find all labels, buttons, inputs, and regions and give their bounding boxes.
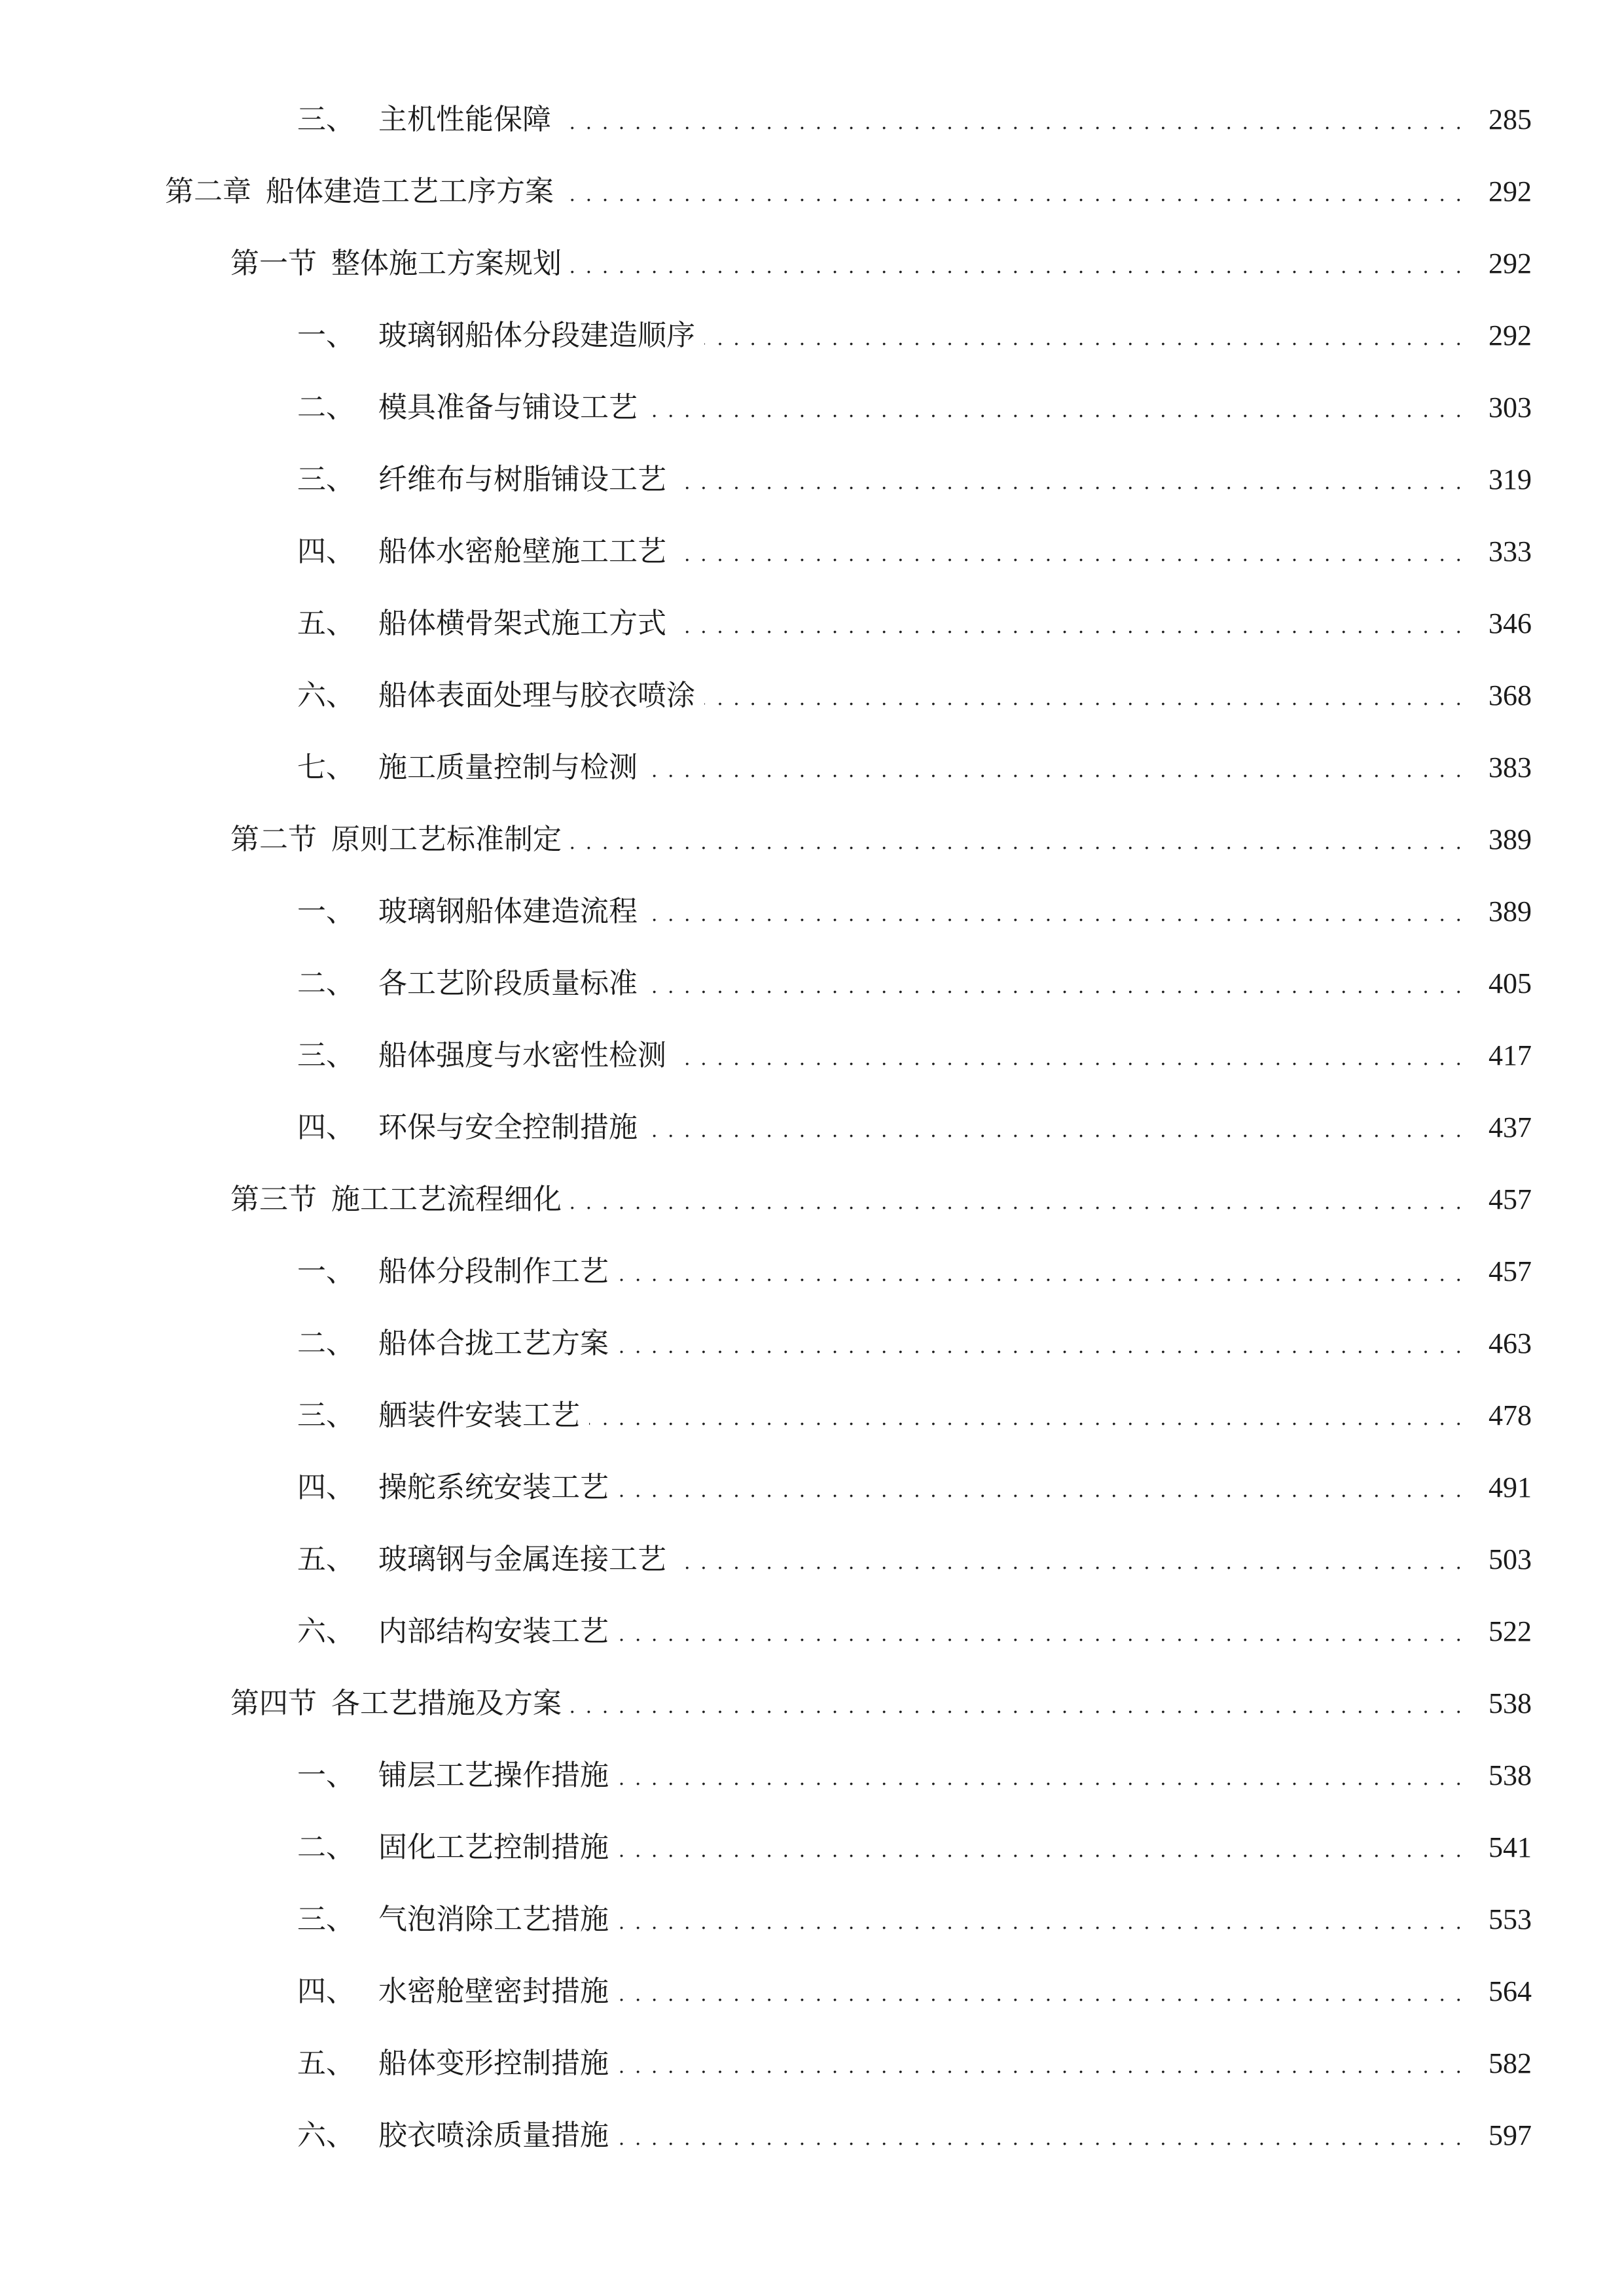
toc-entry[interactable] [0,812,1624,867]
toc-entry-number: 第一节 [230,247,317,280]
toc-entry[interactable] [0,164,1624,219]
dot-leader [618,2121,1464,2150]
toc-entry-title: 纤维布与树脂铺设工艺 [378,463,666,496]
dot-leader [647,969,1464,998]
toc-page-number: 522 [1489,1615,1532,1647]
toc-entry-title: 船体表面处理与胶衣喷涂 [378,679,695,712]
toc-entry[interactable] [0,1316,1624,1371]
toc-entry[interactable] [0,1820,1624,1875]
toc-entry-number: 六、 [297,679,355,712]
toc-entry-number: 五、 [297,2047,355,2080]
toc-entry-number: 第二章 [165,175,251,208]
toc-entry[interactable] [0,2036,1624,2091]
toc-entry[interactable] [0,1028,1624,1083]
dot-leader [571,249,1464,278]
dot-leader [704,321,1464,350]
toc-entry-title: 各工艺阶段质量标准 [378,967,638,1000]
toc-entry-number: 一、 [297,1759,355,1792]
toc-entry[interactable] [0,2108,1624,2163]
toc-page-number: 538 [1489,1687,1532,1719]
toc-entry[interactable] [0,452,1624,507]
toc-entry-number: 一、 [297,895,355,928]
toc-entry[interactable] [0,1604,1624,1659]
dot-leader [676,465,1464,494]
toc-page-number: 457 [1489,1255,1532,1287]
toc-page-number: 491 [1489,1471,1532,1503]
toc-page-number: 292 [1489,175,1532,207]
toc-entry-title: 操舵系统安装工艺 [378,1471,609,1504]
toc-entry[interactable] [0,884,1624,939]
toc-entry-title: 船体横骨架式施工方式 [378,607,666,640]
toc-entry-title: 主机性能保障 [378,103,551,136]
toc-entry[interactable] [0,668,1624,723]
toc-entry[interactable] [0,236,1624,291]
dot-leader [618,1833,1464,1862]
toc-page-number: 538 [1489,1759,1532,1791]
toc-page-number: 478 [1489,1399,1532,1431]
dot-leader [618,1905,1464,1934]
toc-entry[interactable] [0,1460,1624,1515]
toc-entry-number: 二、 [297,967,355,1000]
dot-leader [647,1113,1464,1142]
dot-leader [571,1185,1464,1214]
dot-leader [676,537,1464,566]
toc-entry-title: 施工工艺流程细化 [331,1183,562,1216]
toc-entry-number: 四、 [297,1111,355,1144]
toc-entry[interactable] [0,1532,1624,1587]
toc-entry-title: 船体建造工艺工序方案 [266,175,554,208]
dot-leader [676,1545,1464,1574]
toc-entry-title: 环保与安全控制措施 [378,1111,638,1144]
toc-page-number: 457 [1489,1183,1532,1215]
dot-leader [571,1689,1464,1718]
toc-entry-title: 模具准备与铺设工艺 [378,391,638,424]
toc-entry-number: 七、 [297,751,355,784]
toc-entry-number: 六、 [297,1615,355,1648]
toc-entry[interactable] [0,1244,1624,1299]
toc-page-number: 346 [1489,607,1532,639]
dot-leader [571,825,1464,854]
toc-entry-number: 五、 [297,1543,355,1576]
toc-entry-number: 六、 [297,2119,355,2152]
toc-page-number: 319 [1489,463,1532,495]
toc-entry-title: 船体强度与水密性检测 [378,1039,666,1072]
toc-entry-number: 三、 [297,1903,355,1936]
toc-entry-title: 内部结构安装工艺 [378,1615,609,1648]
toc-entry-title: 整体施工方案规划 [331,247,562,280]
toc-entry-number: 第四节 [230,1687,317,1720]
toc-entry-title: 玻璃钢与金属连接工艺 [378,1543,666,1576]
toc-page-number: 437 [1489,1111,1532,1143]
toc-entry-title: 船体水密舱壁施工工艺 [378,535,666,568]
toc-entry-title: 船体分段制作工艺 [378,1255,609,1288]
toc-entry[interactable] [0,92,1624,147]
toc-entry-title: 原则工艺标准制定 [331,823,562,856]
dot-leader [618,1977,1464,2006]
dot-leader [618,1473,1464,1502]
toc-page-number: 541 [1489,1831,1532,1863]
toc-entry-number: 二、 [297,1831,355,1864]
toc-page-number: 405 [1489,967,1532,999]
dot-leader [647,393,1464,422]
toc-entry-title: 舾装件安装工艺 [378,1399,580,1432]
toc-entry-title: 船体变形控制措施 [378,2047,609,2080]
toc-entry-title: 各工艺措施及方案 [331,1687,562,1720]
toc-entry-title: 铺层工艺操作措施 [378,1759,609,1792]
toc-entry-number: 三、 [297,1399,355,1432]
toc-entry-number: 二、 [297,1327,355,1360]
dot-leader [560,105,1464,134]
dot-leader [618,1617,1464,1646]
toc-entry[interactable] [0,740,1624,795]
toc-entry-number: 四、 [297,535,355,568]
toc-entry-number: 第三节 [230,1183,317,1216]
dot-leader [647,753,1464,782]
toc-entry-number: 三、 [297,103,355,136]
toc-page-number: 564 [1489,1975,1532,2007]
toc-page-number: 417 [1489,1039,1532,1071]
toc-page-number: 389 [1489,895,1532,927]
toc-entry-title: 施工质量控制与检测 [378,751,638,784]
dot-leader [563,177,1464,206]
toc-entry-title: 船体合拢工艺方案 [378,1327,609,1360]
dot-leader [647,897,1464,926]
toc-entry[interactable] [0,308,1624,363]
dot-leader [676,609,1464,638]
toc-page-number: 292 [1489,247,1532,279]
toc-entry[interactable] [0,1892,1624,1947]
toc-page-number: 285 [1489,103,1532,135]
dot-leader [704,681,1464,710]
toc-page-number: 368 [1489,679,1532,711]
toc-entry[interactable] [0,1100,1624,1155]
toc-entry-number: 第二节 [230,823,317,856]
toc-page-number: 553 [1489,1903,1532,1935]
dot-leader [618,1761,1464,1790]
toc-entry-title: 气泡消除工艺措施 [378,1903,609,1936]
toc-page-number: 389 [1489,823,1532,855]
toc-page-number: 463 [1489,1327,1532,1359]
toc-entry[interactable] [0,956,1624,1011]
toc-entry-title: 水密舱壁密封措施 [378,1975,609,2008]
toc-page-number: 292 [1489,319,1532,351]
dot-leader [618,1257,1464,1286]
toc-entry-title: 固化工艺控制措施 [378,1831,609,1864]
toc-entry[interactable] [0,524,1624,579]
toc-page-number: 383 [1489,751,1532,783]
toc-entry[interactable] [0,1172,1624,1227]
toc-entry-title: 玻璃钢船体分段建造顺序 [378,319,695,352]
dot-leader [676,1041,1464,1070]
toc-entry-number: 三、 [297,1039,355,1072]
toc-entry-number: 三、 [297,463,355,496]
toc-entry-title: 胶衣喷涂质量措施 [378,2119,609,2152]
toc-entry-number: 一、 [297,1255,355,1288]
dot-leader [618,1329,1464,1358]
dot-leader [589,1401,1464,1430]
toc-entry-number: 二、 [297,391,355,424]
toc-page-number: 582 [1489,2047,1532,2079]
toc-entry[interactable] [0,1748,1624,1803]
toc-entry[interactable] [0,1964,1624,2019]
dot-leader [618,2049,1464,2078]
toc-page-number: 597 [1489,2119,1532,2151]
toc-entry[interactable] [0,380,1624,435]
toc-page-number: 333 [1489,535,1532,567]
toc-entry-title: 玻璃钢船体建造流程 [378,895,638,928]
toc-entry-number: 一、 [297,319,355,352]
toc-entry[interactable] [0,1388,1624,1443]
toc-page-number: 503 [1489,1543,1532,1575]
toc-page-number: 303 [1489,391,1532,423]
toc-entry-number: 五、 [297,607,355,640]
toc-entry[interactable] [0,596,1624,651]
toc-entry[interactable] [0,1676,1624,1731]
toc-entry-number: 四、 [297,1975,355,2008]
toc-entry-number: 四、 [297,1471,355,1504]
